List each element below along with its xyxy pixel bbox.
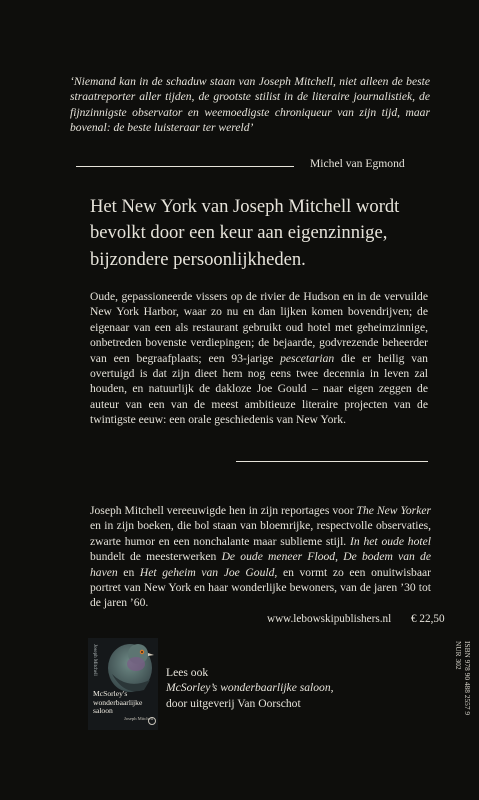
blurb-quote: ‘Niemand kan in de schaduw staan van Joseph Mitchell, niet alleen de beste straatreporter aller tijden, de grootste stilist in de literaire journalistiek, de fijnzinnigste observator en weemoedigste chroniqueur van zijn tijd, maar bovenal: de beste luisteraar ter wereld’ (70, 75, 430, 135)
body-2-text-3: bundelt de meesterwerken (90, 550, 222, 564)
lead-paragraph: Het New York van Joseph Mitchell wordt bevolkt door een keur aan eigenzinnige, bijzondere persoonlijkheden. (90, 196, 400, 270)
body-1-italic: pescetarian (280, 351, 335, 365)
body-paragraph-2 (90, 503, 431, 611)
body-1-text-a: Oude, gepassioneerde vissers op de rivier de Hudson en in de vervuilde New York Harbor, waar zo nu en dan lijken komen bovendrijven; de eigenaar van een als restaurant gebruikt oud hotel met geheimzinnige, onbetreden bovenste verdiepingen; de bejaarde, godvrezende beheerder van een begraafplaats; een 93-jarige (90, 290, 428, 365)
attribution-rule (76, 166, 294, 167)
also-read-publisher: door uitgeverij Van Oorschot (166, 696, 301, 710)
body-2-text-6: , en vormt zo een onuitwisbaar portret van New York en haar wonderlijke bewoners, van de jaren ’30 tot de jaren ’60. (90, 565, 431, 610)
isbn-number: ISBN 978 90 488 2557 9 (463, 641, 472, 716)
body-2-text-4: , (335, 550, 344, 564)
also-read-label: Lees ook (166, 666, 209, 679)
book-spine-author: Joseph Mitchell (92, 644, 97, 676)
body-2-italic-2: In het oude hotel (350, 534, 431, 548)
isbn-text (454, 641, 472, 719)
also-read-title: McSorley’s wonderbaarlijke saloon, (166, 681, 334, 695)
book-cover-title: McSorley's wonderbaarlijke saloon (93, 689, 143, 716)
section-divider (236, 461, 428, 462)
body-2-italic-4: De bodem van de haven (90, 550, 431, 579)
book-cover-author: Joseph Mitchell (124, 716, 154, 721)
blurb-attribution: Michel van Egmond (310, 157, 405, 170)
body-2-italic-5: Het geheim van Joe Gould (139, 565, 275, 579)
body-2-text-2: en in zijn boeken, die bol staan van bloemrijke, respectvolle observaties, zwarte humor en een nonchalante maar sublieme stijl. (90, 519, 431, 548)
price: € 22,50 (411, 613, 445, 625)
body-1-text-b: die er heilig van overtuigd is dat zijn dieet hem nog eens twee decennia in leven zal houden, en natuurlijk de dakloze Joe Gould – naar eigen zeggen de auteur van een van de meest ambitieuze literaire projecten van de twintigste eeuw: een orale geschiedenis van New York. (90, 351, 428, 427)
also-read-block (166, 665, 426, 711)
body-2-text-5: en (117, 565, 140, 579)
book-cover-thumbnail (88, 638, 158, 730)
nur-number: NUR 302 (454, 641, 463, 670)
publisher-url[interactable]: www.lebowskipublishers.nl (267, 613, 392, 625)
publisher-logo-icon (148, 717, 156, 725)
body-2-italic-1: The New Yorker (356, 504, 431, 517)
body-2-italic-3: De oude meneer Flood (221, 550, 336, 564)
body-2-text-1: Joseph Mitchell vereeuwigde hen in zijn reportages voor (90, 504, 357, 517)
body-paragraph-1 (90, 289, 428, 428)
